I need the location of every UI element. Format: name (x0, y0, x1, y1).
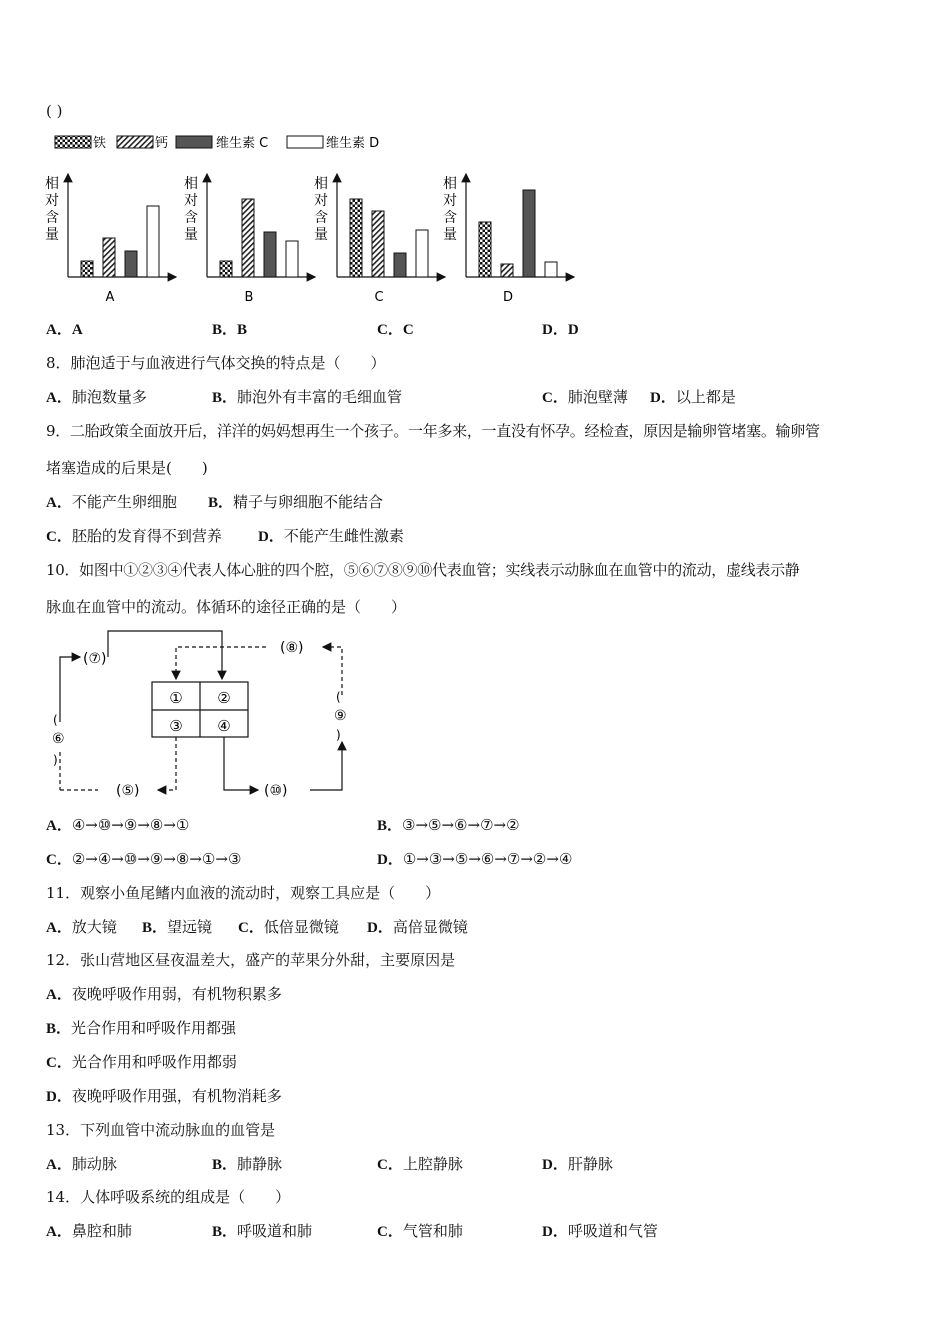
q7-paren: ( ) (46, 102, 63, 120)
q7-option-a[interactable]: A．A (46, 322, 83, 338)
chart-title: D (502, 290, 514, 305)
legend-label-vitamin-d: 维生素 D (326, 136, 380, 151)
q7-bar-charts (0, 122, 950, 342)
bar-chart-c (314, 174, 445, 305)
bar-vitamin-c (523, 190, 535, 277)
q9-stem-line2: 堵塞造成的后果是( ) (46, 459, 208, 477)
y-axis-label-char: 相 (314, 176, 328, 192)
chamber-4: ④ (217, 717, 231, 735)
y-axis-label-char: 对 (45, 193, 59, 209)
q11-option-d[interactable]: D．高倍显微镜 (367, 918, 468, 936)
y-axis-label-char: 含 (184, 210, 198, 226)
q13-stem: 13．下列血管中流动脉血的血管是 (46, 1121, 276, 1139)
svg-text:(: ( (53, 713, 58, 727)
legend-swatch-calcium (117, 136, 153, 148)
q12-option-a[interactable]: A．夜晚呼吸作用弱，有机物积累多 (46, 985, 282, 1003)
bar-calcium (501, 264, 513, 277)
q8-option-c[interactable]: C．肺泡壁薄 (542, 388, 628, 406)
q11-option-c[interactable]: C．低倍显微镜 (238, 918, 339, 936)
bar-iron (479, 222, 491, 277)
q8-option-d[interactable]: D．以上都是 (650, 388, 736, 406)
chamber-3: ③ (169, 717, 183, 735)
chamber-2: ② (217, 689, 231, 707)
q9-stem-line1: 9．二胎政策全面放开后，洋洋的妈妈想再生一个孩子。一年多来，一直没有怀孕。经检查，原因是输卵管堵塞。输卵管 (46, 422, 820, 440)
bar-vitamin-d (286, 241, 298, 277)
y-axis-label-char: 对 (443, 193, 457, 209)
legend-label-iron: 铁 (93, 136, 107, 151)
y-axis-label-char: 量 (45, 227, 59, 243)
bar-chart-d (443, 174, 574, 305)
legend-label-calcium: 钙 (155, 136, 169, 151)
y-axis-label-char: 相 (443, 176, 457, 192)
q9-option-c[interactable]: C．胚胎的发育得不到营养 (46, 527, 222, 545)
q13-option-b[interactable]: B．肺静脉 (212, 1155, 283, 1173)
q12-stem: 12．张山营地区昼夜温差大，盛产的苹果分外甜，主要原因是 (46, 951, 456, 969)
bar-iron (220, 261, 232, 277)
q10-stem-line2: 脉血在血管中的流动。体循环的途径正确的是（ ） (46, 598, 407, 616)
y-axis-label-char: 相 (45, 176, 59, 192)
q13-option-a[interactable]: A．肺动脉 (46, 1155, 117, 1173)
y-axis-label-char: 对 (314, 193, 328, 209)
svg-text:(: ( (336, 690, 341, 704)
vessel-9-label: ⑨ (334, 708, 347, 724)
q10-option-c[interactable]: C．②→④→⑩→⑨→⑧→①→③ (46, 850, 242, 868)
y-axis-label-char: 相 (184, 176, 198, 192)
chart-legend (55, 135, 379, 151)
vessel-10-label: (⑩) (264, 783, 288, 799)
q14-option-b[interactable]: B．呼吸道和肺 (212, 1222, 313, 1240)
bar-iron (81, 261, 93, 277)
bar-calcium (242, 199, 254, 277)
q10-stem-line1: 10．如图中①②③④代表人体心脏的四个腔，⑤⑥⑦⑧⑨⑩代表血管；实线表示动脉血在血管中的流动，虚线表示静 (46, 561, 800, 579)
q9-option-b[interactable]: B．精子与卵细胞不能结合 (208, 493, 384, 511)
bar-calcium (372, 211, 384, 277)
chamber-1: ① (169, 689, 183, 707)
q12-option-b[interactable]: B．光合作用和呼吸作用都强 (46, 1019, 237, 1037)
bar-vitamin-c (264, 232, 276, 277)
y-axis-label-char: 对 (184, 193, 198, 209)
bar-vitamin-c (125, 251, 137, 277)
q11-option-b[interactable]: B．望远镜 (142, 918, 213, 936)
bar-iron (350, 199, 362, 277)
heart-circulation-diagram (40, 627, 380, 807)
q7-option-b[interactable]: B．B (212, 322, 248, 338)
q12-option-d[interactable]: D．夜晚呼吸作用强，有机物消耗多 (46, 1087, 282, 1105)
svg-text:): ) (336, 728, 341, 742)
bar-vitamin-c (394, 253, 406, 277)
y-axis-label-char: 量 (443, 227, 457, 243)
bar-vitamin-d (545, 262, 557, 277)
q11-option-a[interactable]: A．放大镜 (46, 918, 117, 936)
q7-option-d[interactable]: D．D (542, 322, 579, 338)
y-axis-label-char: 量 (314, 227, 328, 243)
legend-label-vitamin-c: 维生素 C (216, 136, 269, 151)
chart-title: C (374, 290, 384, 305)
vessel-7-line (60, 657, 80, 722)
chart-title: A (105, 290, 115, 305)
q14-option-c[interactable]: C．气管和肺 (377, 1222, 463, 1240)
bar-vitamin-d (147, 206, 159, 277)
q13-option-d[interactable]: D．肝静脉 (542, 1155, 613, 1173)
vessel-6-label: ⑥ (52, 731, 65, 747)
vessel-7-label: (⑦) (83, 651, 107, 667)
svg-text:): ) (53, 753, 58, 767)
vessel-8-label: (⑧) (280, 640, 304, 656)
bar-chart-a (45, 174, 176, 305)
q9-option-d[interactable]: D．不能产生雌性激素 (258, 527, 404, 545)
bar-calcium (103, 238, 115, 277)
y-axis-label-char: 含 (443, 210, 457, 226)
q14-option-d[interactable]: D．呼吸道和气管 (542, 1222, 658, 1240)
q7-option-c[interactable]: C．C (377, 322, 414, 338)
legend-swatch-iron (55, 136, 91, 148)
q8-option-a[interactable]: A．肺泡数量多 (46, 388, 147, 406)
q10-option-d[interactable]: D．①→③→⑤→⑥→⑦→②→④ (377, 850, 573, 868)
q14-option-a[interactable]: A．鼻腔和肺 (46, 1222, 132, 1240)
q8-option-b[interactable]: B．肺泡外有丰富的毛细血管 (212, 388, 403, 406)
y-axis-label-char: 含 (314, 210, 328, 226)
q11-stem: 11．观察小鱼尾鳍内血液的流动时，观察工具应是（ ） (46, 884, 441, 902)
y-axis-label-char: 量 (184, 227, 198, 243)
legend-swatch-vitamin-d (287, 136, 323, 148)
q10-option-b[interactable]: B．③→⑤→⑥→⑦→② (377, 816, 520, 834)
chart-title: B (244, 290, 254, 305)
q8-stem: 8．肺泡适于与血液进行气体交换的特点是（ ） (46, 354, 386, 372)
bar-chart-b (184, 174, 315, 305)
bar-vitamin-d (416, 230, 428, 277)
q9-option-a[interactable]: A．不能产生卵细胞 (46, 493, 177, 511)
legend-swatch-vitamin-c (176, 136, 212, 148)
y-axis-label-char: 含 (45, 210, 59, 226)
q10-option-a[interactable]: A．④→⑩→⑨→⑧→① (46, 816, 190, 834)
q12-option-c[interactable]: C．光合作用和呼吸作用都弱 (46, 1053, 237, 1071)
q13-option-c[interactable]: C．上腔静脉 (377, 1155, 463, 1173)
q14-stem: 14．人体呼吸系统的组成是（ ） (46, 1188, 291, 1206)
vessel-5-label: (⑤) (116, 783, 140, 799)
